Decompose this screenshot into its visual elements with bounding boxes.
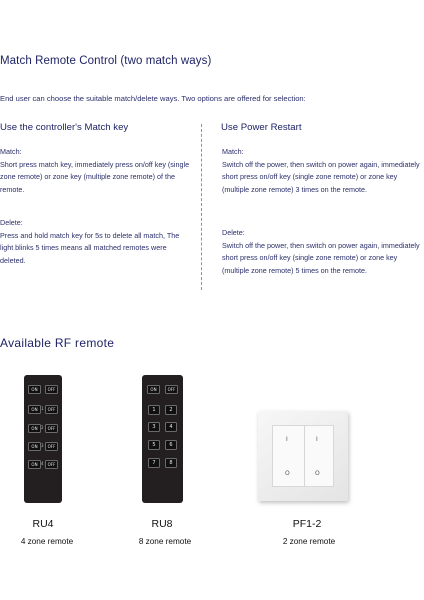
ru4-zone4-off-key: OFF xyxy=(45,460,58,469)
ru8-zone1-key: 1 xyxy=(148,405,160,415)
ru4-zone4-label: 4 xyxy=(41,461,44,466)
rocker-split-line xyxy=(304,426,305,486)
right-off-symbol: O xyxy=(315,470,320,477)
left-match-text: Short press match key, immediately press on/off key (single zone remote) or zone key (multiple zone remote) of the remote. xyxy=(0,159,190,194)
product-name-ru4: RU4 xyxy=(32,518,54,530)
ru8-zone4-key: 4 xyxy=(165,422,177,432)
ru4-zone2-on-key: ON xyxy=(28,424,41,433)
right-delete-label: Delete: xyxy=(222,228,245,237)
ru4-zone2-off-key: OFF xyxy=(45,424,58,433)
ru8-off-key: OFF xyxy=(165,385,178,394)
intro-text: End user can choose the suitable match/delete ways. Two options are offered for selection: xyxy=(0,94,306,103)
ru8-remote-image xyxy=(142,375,183,503)
ru8-zone2-key: 2 xyxy=(165,405,177,415)
ru4-zone2-label: 2 xyxy=(41,425,44,430)
ru8-on-key: ON xyxy=(147,385,160,394)
left-delete-text: Press and hold match key for 5s to delete all match, The light blinks 5 times means all matched remotes were deleted. xyxy=(0,230,180,265)
product-desc-ru8: 8 zone remote xyxy=(138,537,192,546)
ru4-off-key: OFF xyxy=(45,385,58,394)
product-desc-ru4: 4 zone remote xyxy=(20,537,74,546)
ru8-zone8-key: 8 xyxy=(165,458,177,468)
ru4-zone4-on-key: ON xyxy=(28,460,41,469)
pf1-2-panel-image xyxy=(258,411,348,501)
left-match-label: Match: xyxy=(0,147,22,156)
ru4-remote-image xyxy=(24,375,62,503)
left-delete-block xyxy=(0,217,192,267)
page-heading: Match Remote Control (two match ways) xyxy=(0,55,212,67)
ru4-zone3-on-key: ON xyxy=(28,442,41,451)
right-delete-text: Switch off the power, then switch on power again, immediately short press on/off key (single zone remote) or zone key (multiple zone remote) 5 times on the remote. xyxy=(222,240,420,275)
pf1-2-rocker xyxy=(272,425,334,487)
ru4-zone3-label: 3 xyxy=(41,443,44,448)
right-match-text: Switch off the power, then switch on power again, immediately short press on/off key (single zone remote) or zone key (multiple zone remote) 3 times on the remote. xyxy=(222,159,420,194)
column-divider xyxy=(201,124,202,290)
ru4-zone3-off-key: OFF xyxy=(45,442,58,451)
ru4-zone1-off-key: OFF xyxy=(45,405,58,414)
left-column-title: Use the controller's Match key xyxy=(0,122,129,133)
product-name-ru8: RU8 xyxy=(151,518,173,530)
left-off-symbol: O xyxy=(285,470,290,477)
product-name-pf1-2: PF1-2 xyxy=(292,518,322,530)
ru4-zone1-label: 1 xyxy=(41,406,44,411)
right-match-block xyxy=(222,146,424,196)
section-title: Available RF remote xyxy=(0,336,115,350)
ru8-zone7-key: 7 xyxy=(148,458,160,468)
right-on-symbol: I xyxy=(316,436,318,443)
right-column-title: Use Power Restart xyxy=(221,122,302,133)
right-delete-block xyxy=(222,227,424,277)
ru8-zone5-key: 5 xyxy=(148,440,160,450)
ru4-zone1-on-key: ON xyxy=(28,405,41,414)
left-match-block xyxy=(0,146,192,196)
ru4-on-key: ON xyxy=(28,385,41,394)
ru8-zone3-key: 3 xyxy=(148,422,160,432)
ru8-zone6-key: 6 xyxy=(165,440,177,450)
right-match-label: Match: xyxy=(222,147,244,156)
left-delete-label: Delete: xyxy=(0,218,23,227)
product-desc-pf1-2: 2 zone remote xyxy=(282,537,336,546)
left-on-symbol: I xyxy=(286,436,288,443)
